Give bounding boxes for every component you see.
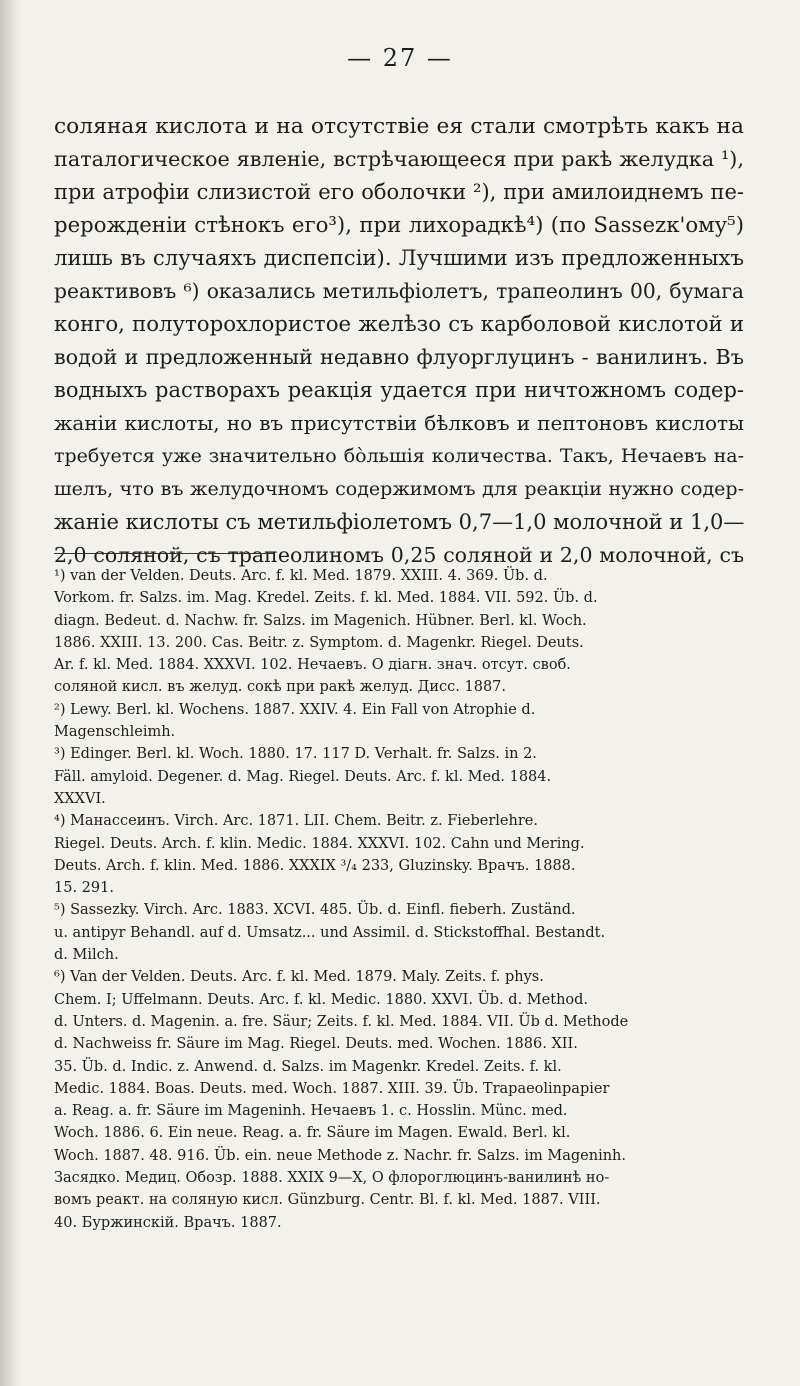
footnote-line: вомъ реакт. на соляную кисл. Günzburg. Centr. Bl. f. kl. Med. 1887. VIII.: [54, 1192, 601, 1209]
body-line: конго, полуторохлористое желѣзо съ карболовой кислотой и: [54, 312, 744, 337]
footnote-line: ⁴) Манассеинъ. Virch. Arc. 1871. LII. Chem. Beitr. z. Fieberlehre.: [54, 813, 538, 830]
footnote-line: соляной кисл. въ желуд. сокѣ при ракѣ желуд. Дисс. 1887.: [54, 679, 507, 696]
footnotes: [54, 565, 754, 1234]
footnote-line: ⁶) Van der Velden. Deuts. Arc. f. kl. Med. 1879. Maly. Zeits. f. phys.: [54, 969, 544, 986]
footnote-line: ²) Lewy. Berl. kl. Wochens. 1887. XXIV. 4. Ein Fall von Atrophie d.: [54, 701, 536, 718]
footnote-line: ¹) van der Velden. Deuts. Arc. f. kl. Med. 1879. XXIII. 4. 369. Üb. d.: [54, 568, 548, 584]
footnote-line: ⁵) Sassezky. Virch. Arc. 1883. XCVI. 485. Üb. d. Einfl. fieberh. Zuständ.: [54, 902, 576, 919]
body-line: водныхъ растворахъ реакція удается при ничтожномъ содер-: [54, 378, 744, 402]
body-line: реактивовъ ⁶) оказались метильфіолетъ, трапеолинъ 00, бумага: [54, 279, 744, 303]
footnote-line: Woch. 1886. 6. Ein neue. Reag. a. fr. Säure im Magen. Ewald. Berl. kl.: [54, 1125, 571, 1142]
body-line: паталогическое явленіе, встрѣчающееся при ракѣ желудка ¹),: [54, 147, 744, 171]
body-line: требуется уже значительно бо̀льшія количества. Такъ, Нечаевъ на-: [54, 445, 744, 467]
footnote-line: a. Reag. a. fr. Säure im Mageninh. Нечаевъ 1. с. Hosslin. Münc. med.: [54, 1103, 568, 1120]
body-line: 2,0 соляной, съ трапеолиномъ 0,25 соляной и 2,0 молочной, съ: [54, 543, 744, 567]
footnote-line: 40. Буржинскій. Врачъ. 1887.: [54, 1214, 282, 1231]
footnote-line: Riegel. Deuts. Arch. f. klin. Medic. 1884. XXXVI. 102. Cahn und Mering.: [54, 835, 585, 852]
footnote-line: Засядко. Медиц. Обозр. 1888. XXIX 9—X, О флороглюцинъ-ванилинѣ но-: [54, 1170, 610, 1187]
body-line: шелъ, что въ желудочномъ содержимомъ для реакціи нужно содер-: [54, 478, 744, 500]
body-line: жаніи кислоты, но въ присутствіи бѣлковъ и пептоновъ кислоты: [54, 411, 744, 435]
body-line: жаніе кислоты съ метильфіолетомъ 0,7—1,0 молочной и 1,0—: [54, 510, 744, 534]
footnote-line: 35. Üb. d. Indic. z. Anwend. d. Salzs. im Magenkr. Kredel. Zeits. f. kl.: [54, 1058, 562, 1075]
footnote-line: d. Unters. d. Magenin. a. fre. Säur; Zeits. f. kl. Med. 1884. VII. Üb d. Methode: [54, 1013, 629, 1030]
body-line: соляная кислота и на отсутствіе ея стали смотрѣть какъ на: [54, 114, 744, 139]
footnote-line: Magenschleimh.: [54, 724, 176, 741]
footnote-line: diagn. Bedeut. d. Nachw. fr. Salzs. im Magenich. Hübner. Berl. kl. Woch.: [54, 612, 587, 629]
main-text: [54, 110, 744, 572]
body-line: рерожденіи стѣнокъ его³), при лихорадкѣ⁴) (по Sassezк'ому⁵): [54, 213, 744, 238]
footnote-separator: [54, 553, 274, 554]
footnote-line: Woch. 1887. 48. 916. Üb. ein. neue Methode z. Nachr. fr. Salzs. im Mageninh.: [54, 1147, 627, 1164]
footnote-line: XXXVI.: [54, 790, 106, 807]
footnote-line: Fäll. amyloid. Degener. d. Mag. Riegel. Deuts. Arc. f. kl. Med. 1884.: [54, 768, 552, 785]
footnote-line: 1886. XXIII. 13. 200. Cas. Beitr. z. Symptom. d. Magenkr. Riegel. Deuts.: [54, 634, 584, 651]
page-number: — 27 —: [347, 44, 453, 72]
body-line: при атрофіи слизистой его оболочки ²), при амилоиднемъ пе-: [54, 180, 744, 204]
footnote-line: d. Nachweiss fr. Säure im Mag. Riegel. Deuts. med. Wochen. 1886. XII.: [54, 1036, 578, 1053]
footnote-line: Chem. I; Uffelmann. Deuts. Arc. f. kl. Medic. 1880. XXVI. Üb. d. Method.: [54, 991, 589, 1008]
footnote-line: Vorkom. fr. Salzs. im. Mag. Kredel. Zeits. f. kl. Med. 1884. VII. 592. Üb. d.: [54, 590, 598, 607]
footnote-line: Ar. f. kl. Med. 1884. XXXVI. 102. Нечаевъ. О діагн. знач. отсут. своб.: [54, 657, 571, 674]
binding-edge: [0, 0, 22, 1386]
footnote-line: u. antipyr Behandl. auf d. Umsatz... und Assimil. d. Stickstoffhal. Bestandt.: [54, 924, 606, 941]
body-line: лишь въ случаяхъ диспепсіи). Лучшими изъ предложенныхъ: [54, 246, 744, 271]
footnote-line: d. Milch.: [54, 947, 119, 964]
footnote-line: Deuts. Arch. f. klin. Med. 1886. XXXIX ³/₄ 233, Gluzinsky. Врачъ. 1888.: [54, 857, 576, 874]
footnote-line: ³) Edinger. Berl. kl. Woch. 1880. 17. 117 D. Verhalt. fr. Salzs. in 2.: [54, 746, 537, 763]
footnote-line: Medic. 1884. Boas. Deuts. med. Woch. 1887. XIII. 39. Üb. Trapaeolinpapier: [54, 1080, 610, 1097]
footnote-line: 15. 291.: [54, 880, 114, 897]
body-line: водой и предложенный недавно флуорглуцинъ - ванилинъ. Въ: [54, 345, 744, 369]
